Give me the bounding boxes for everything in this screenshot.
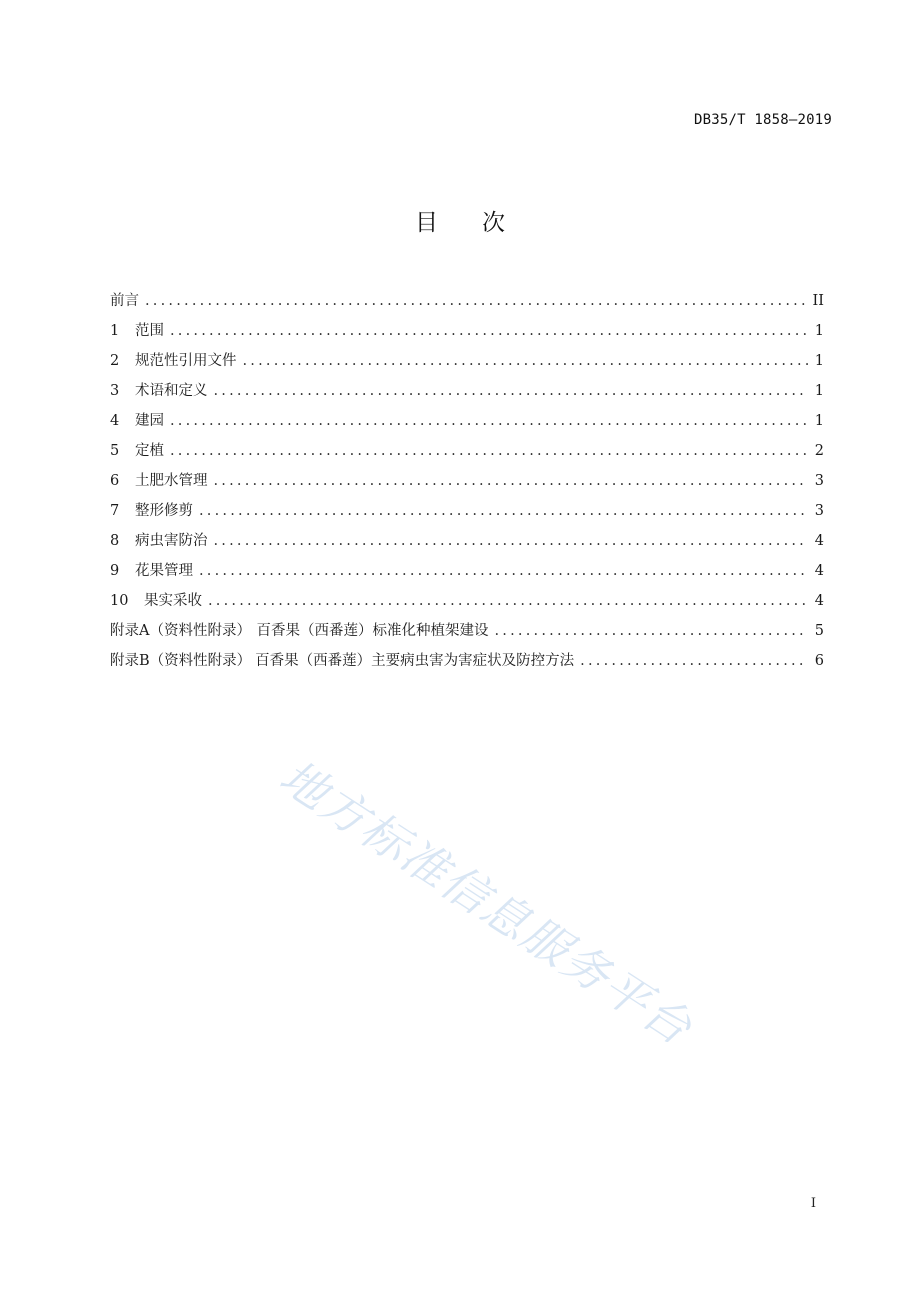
toc-entry-page: 3: [814, 473, 824, 489]
toc-entry-page: 4: [814, 593, 824, 609]
toc-entry-page: 6: [814, 653, 824, 669]
toc-leader-dots: [170, 316, 808, 346]
toc-title-char-1: 目: [415, 210, 438, 236]
toc-entry-number: 3: [110, 383, 120, 399]
toc-entry-title: 果实采收: [144, 593, 202, 609]
toc-leader-dots: [580, 646, 808, 676]
toc-title: [0, 204, 920, 237]
toc-entry-page: 1: [814, 353, 824, 369]
toc-entry-10[interactable]: [110, 586, 824, 616]
toc-entry-foreword[interactable]: [110, 286, 824, 316]
toc-leader-dots: [243, 346, 809, 376]
toc-entry-title: 规范性引用文件: [135, 353, 237, 369]
toc-leader-dots: [199, 556, 808, 586]
watermark: 地方标准信息服务平台: [270, 749, 703, 1056]
toc-entry-title: 术语和定义: [135, 383, 208, 399]
toc-entry-page: 3: [814, 503, 824, 519]
toc-entry-5[interactable]: [110, 436, 824, 466]
toc-entry-page: 1: [814, 323, 824, 339]
toc-entry-page: 5: [814, 623, 824, 639]
toc-entry-2[interactable]: [110, 346, 824, 376]
toc-entry-number: 10: [110, 593, 129, 609]
toc-entry-title: 范围: [135, 323, 164, 339]
toc-leader-dots: [214, 526, 809, 556]
toc-leader-dots: [208, 586, 808, 616]
toc-entry-page: 1: [814, 413, 824, 429]
toc-entry-1[interactable]: [110, 316, 824, 346]
toc-appendix-label: 附录B（资料性附录）: [110, 653, 252, 669]
toc-leader-dots: [214, 376, 809, 406]
toc-leader-dots: [145, 286, 807, 316]
toc-entry-page: 2: [814, 443, 824, 459]
toc-entry-title: 百香果（西番莲）标准化种植架建设: [256, 623, 489, 639]
toc-entry-6[interactable]: [110, 466, 824, 496]
toc-entry-page: II: [812, 293, 824, 309]
toc-entry-title: 定植: [135, 443, 164, 459]
toc-entry-title: 百香果（西番莲）主要病虫害为害症状及防控方法: [255, 653, 575, 669]
toc-entry-number: 9: [110, 563, 120, 579]
toc-entry-page: 4: [814, 563, 824, 579]
toc-entry-number: 4: [110, 413, 120, 429]
toc-entry-title: 病虫害防治: [135, 533, 208, 549]
toc-entry-title: 建园: [135, 413, 164, 429]
toc-title-char-2: 次: [482, 210, 505, 236]
toc-entry-number: 2: [110, 353, 120, 369]
toc-entry-number: 8: [110, 533, 120, 549]
toc-entry-4[interactable]: [110, 406, 824, 436]
toc-leader-dots: [495, 616, 809, 646]
toc-leader-dots: [170, 406, 808, 436]
toc-appendix-label: 附录A（资料性附录）: [110, 623, 251, 639]
toc-entry-number: 7: [110, 503, 120, 519]
toc-entry-page: 4: [814, 533, 824, 549]
document-code: DB35/T 1858—2019: [693, 112, 832, 128]
table-of-contents: [110, 286, 824, 676]
toc-leader-dots: [170, 436, 808, 466]
toc-entry-8[interactable]: [110, 526, 824, 556]
toc-entry-9[interactable]: [110, 556, 824, 586]
toc-leader-dots: [214, 466, 809, 496]
toc-entry-appendix-a[interactable]: [110, 616, 824, 646]
toc-entry-7[interactable]: [110, 496, 824, 526]
toc-entry-title: 土肥水管理: [135, 473, 208, 489]
toc-entry-title: 整形修剪: [135, 503, 193, 519]
toc-entry-title: 花果管理: [135, 563, 193, 579]
toc-entry-page: 1: [814, 383, 824, 399]
toc-entry-number: 1: [110, 323, 120, 339]
toc-entry-3[interactable]: [110, 376, 824, 406]
toc-leader-dots: [199, 496, 808, 526]
toc-entry-title: 前言: [110, 293, 139, 309]
page-number: I: [810, 1196, 816, 1211]
toc-entry-number: 6: [110, 473, 120, 489]
toc-entry-number: 5: [110, 443, 120, 459]
toc-entry-appendix-b[interactable]: [110, 646, 824, 676]
